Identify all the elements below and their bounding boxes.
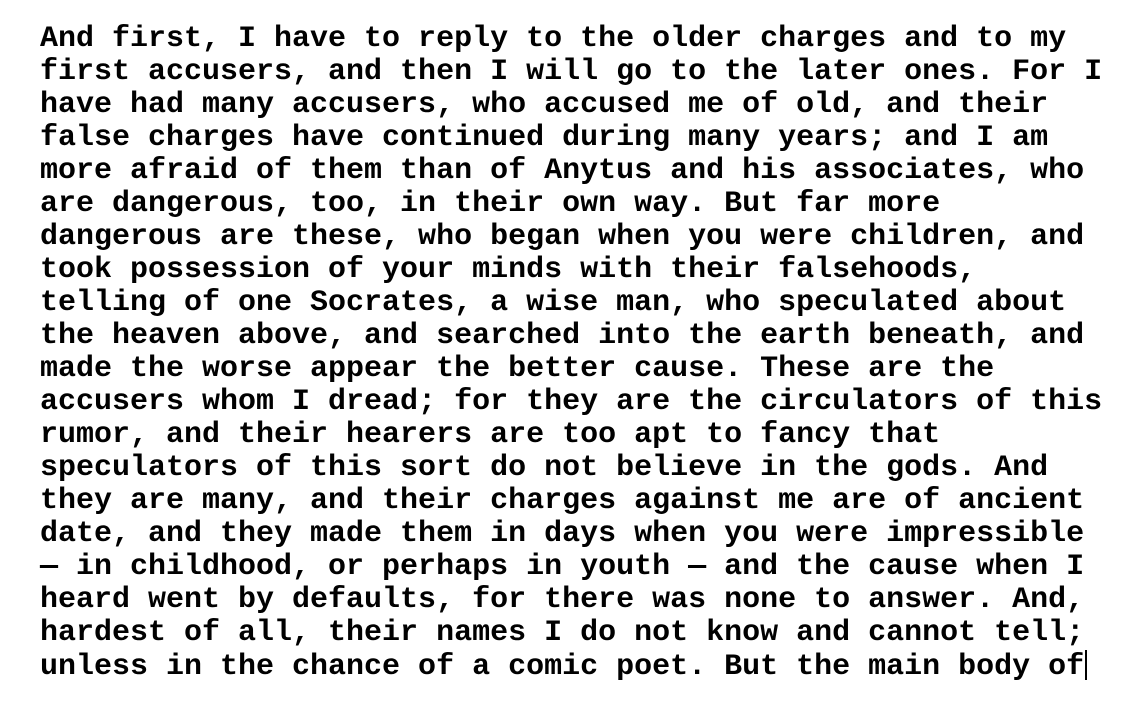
text-line: made the worse appear the better cause. These are the [40, 352, 995, 386]
text-line: heard went by defaults, for there was none to answer. And, [40, 583, 1085, 617]
text-line: first accusers, and then I will go to the later ones. For I [40, 55, 1103, 89]
text-line: they are many, and their charges against me are of ancient [40, 484, 1085, 518]
text-cursor [1085, 650, 1087, 680]
text-line: the heaven above, and searched into the earth beneath, and [40, 319, 1085, 353]
text-line: accusers whom I dread; for they are the circulators of this [40, 385, 1103, 419]
text-line: are dangerous, too, in their own way. But far more [40, 187, 941, 221]
text-line: have had many accusers, who accused me of old, and their [40, 88, 1049, 122]
text-line-content: unless in the chance of a comic poet. But the main body of [40, 650, 1085, 684]
text-line: rumor, and their hearers are too apt to fancy that [40, 418, 941, 452]
text-line: And first, I have to reply to the older charges and to my [40, 22, 1067, 56]
text-line: — in childhood, or perhaps in youth — and the cause when I [40, 550, 1085, 584]
text-line: took possession of your minds with their falsehoods, [40, 253, 977, 287]
text-document[interactable] [40, 23, 1130, 703]
text-line: date, and they made them in days when you were impressible [40, 517, 1085, 551]
text-line: telling of one Socrates, a wise man, who speculated about [40, 286, 1067, 320]
text-line: false charges have continued during many years; and I am [40, 121, 1049, 155]
text-line: dangerous are these, who began when you were children, and [40, 220, 1085, 254]
text-line: speculators of this sort do not believe in the gods. And [40, 451, 1049, 485]
text-line: hardest of all, their names I do not know and cannot tell; [40, 616, 1085, 650]
text-line: more afraid of them than of Anytus and his associates, who [40, 154, 1085, 188]
last-text-line [40, 650, 1130, 683]
